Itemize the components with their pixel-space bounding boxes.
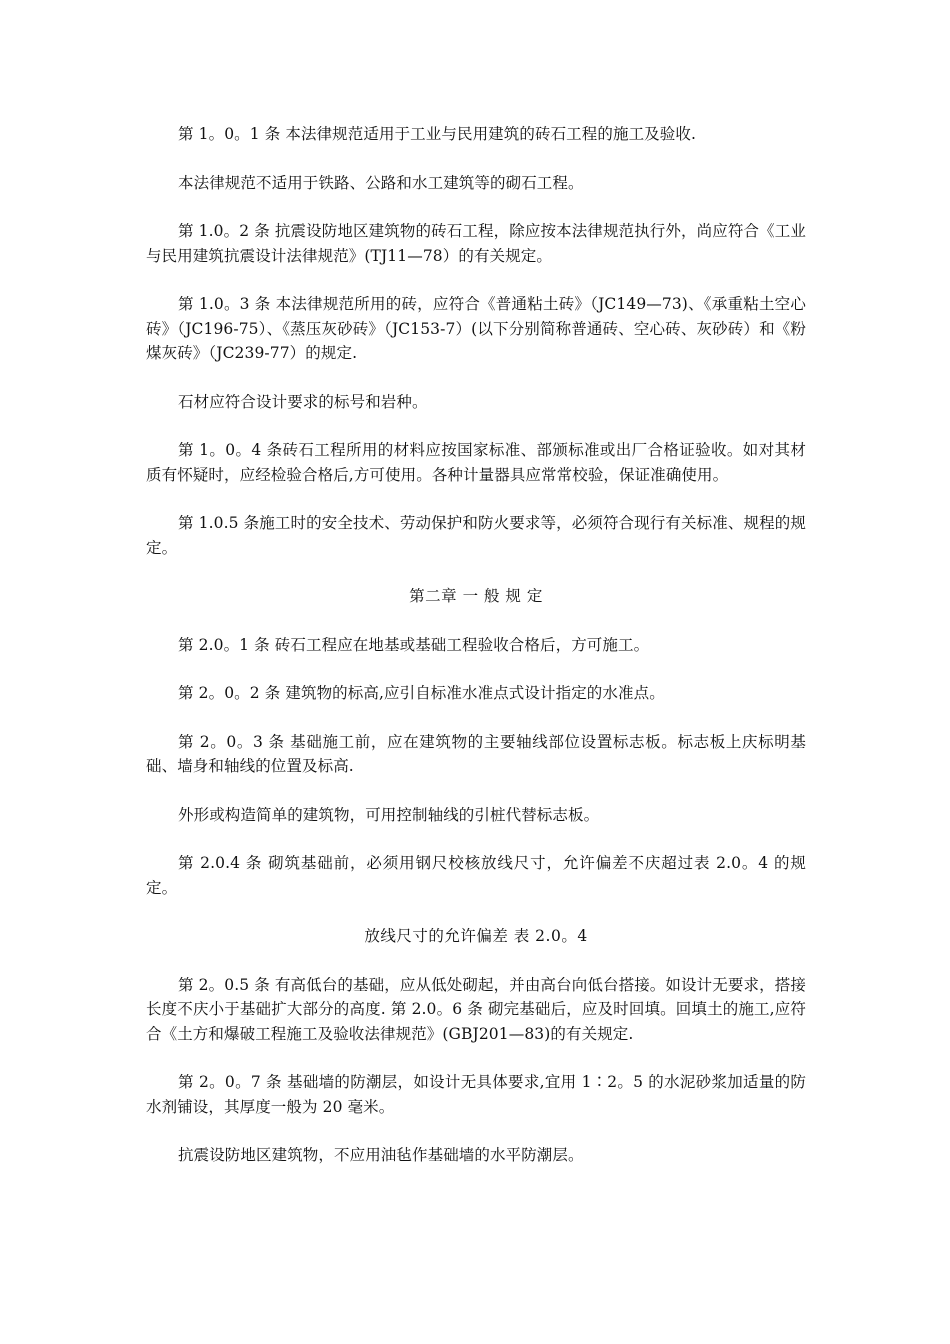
table-caption: 放线尺寸的允许偏差 表 2.0。4 xyxy=(364,927,588,945)
paragraph-seismic-damp-course: 抗震设防地区建筑物，不应用油毡作基础墙的水平防潮层。 xyxy=(178,1146,584,1164)
paragraph-1-0-2: 第 1.0。2 条 抗震设防地区建筑物的砖石工程，除应按本法律规范执行外，尚应符合《工业与民用建筑抗震设计法律规范》(TJ11—78）的有关规定。 xyxy=(146,222,806,265)
paragraph-2-0-3: 第 2。0。3 条 基础施工前，应在建筑物的主要轴线部位设置标志板。标志板上庆标明基础、墙身和轴线的位置及标高. xyxy=(146,732,806,775)
paragraph-1-0-1: 第 1。0。1 条 本法律规范适用于工业与民用建筑的砖石工程的施工及验收. xyxy=(178,125,696,143)
paragraph-1-0-5: 第 1.0.5 条施工时的安全技术、劳动保护和防火要求等，必须符合现行有关标准、规程的规定。 xyxy=(146,514,806,557)
paragraph-2-0-5: 第 2。0.5 条 有高低台的基础，应从低处砌起，并由高台向低台搭接。如设计无要求，搭接长度不庆小于基础扩大部分的高度. 第 2.0。6 条 砌完基础后，应及时回填。回填土的施工,应符合《土方和爆破工程施工及验收法律规范》(GBJ201—83)的有关规定. xyxy=(146,975,806,1043)
paragraph-2-0-7: 第 2。0。7 条 基础墙的防潮层，如设计无具体要求,宜用 1∶2。5 的水泥砂浆加适量的防水剂铺设，其厚度一般为 20 毫米。 xyxy=(146,1073,806,1116)
paragraph-simple-buildings: 外形或构造简单的建筑物，可用控制轴线的引桩代替标志板。 xyxy=(178,805,600,824)
chapter-heading: 第二章 一 般 规 定 xyxy=(409,587,543,605)
paragraph-stone-requirement: 石材应符合设计要求的标号和岩种。 xyxy=(178,392,428,411)
document-body xyxy=(146,122,806,1192)
paragraph-2-0-4: 第 2.0.4 条 砌筑基础前，必须用钢尺校核放线尺寸，允许偏差不庆超过表 2.0。4 的规定。 xyxy=(146,854,806,897)
paragraph-scope-exclusion: 本法律规范不适用于铁路、公路和水工建筑等的砌石工程。 xyxy=(178,173,584,192)
paragraph-1-0-4: 第 1。0。4 条砖石工程所用的材料应按国家标准、部颁标准或出厂合格证验收。如对其材质有怀疑时，应经检验合格后,方可使用。各种计量器具应常常校验，保证准确使用。 xyxy=(146,441,806,484)
paragraph-2-0-1: 第 2.0。1 条 砖石工程应在地基或基础工程验收合格后，方可施工。 xyxy=(178,635,650,654)
paragraph-1-0-3: 第 1.0。3 条 本法律规范所用的砖，应符合《普通粘土砖》（JC149—73)、《承重粘土空心砖》（JC196-75）、《蒸压灰砂砖》（JC153-7）(以下分别简称普通砖、空心砖、灰砂砖）和《粉煤灰砖》（JC239-77）的规定. xyxy=(146,295,806,362)
paragraph-2-0-2: 第 2。0。2 条 建筑物的标高,应引自标准水准点式设计指定的水准点。 xyxy=(178,684,665,702)
